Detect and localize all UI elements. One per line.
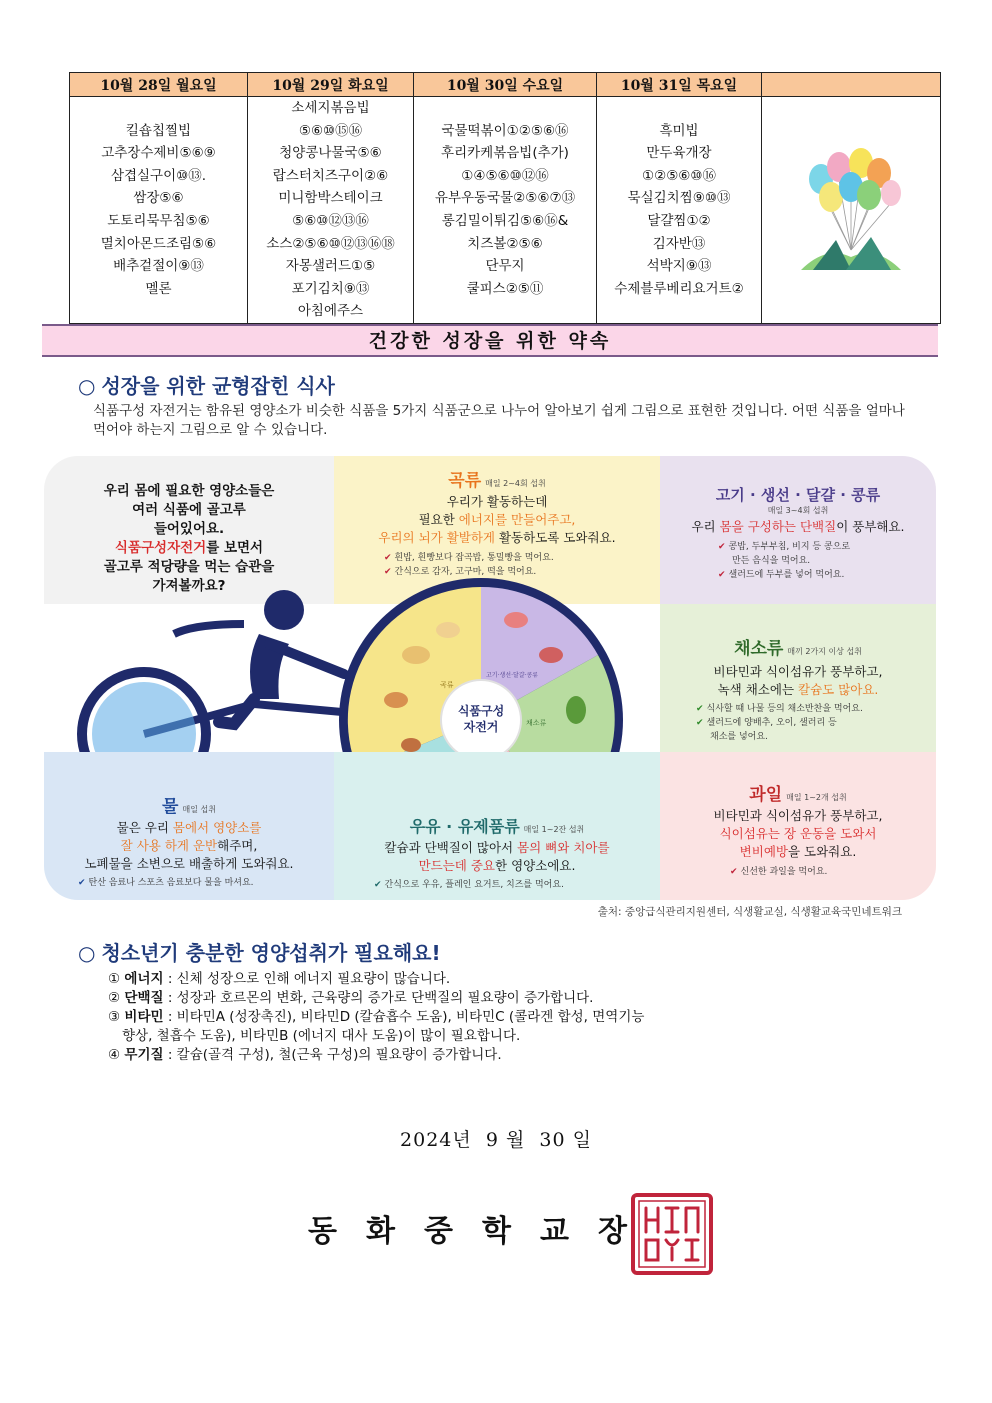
intro-panel	[44, 456, 334, 604]
menu-item: 자몽샐러드①⑤	[285, 258, 376, 275]
school-principal	[308, 1206, 656, 1250]
school-char: 동	[308, 1214, 337, 1249]
milk-highlight: 만드는데 중요	[418, 858, 496, 873]
nutrition-row	[108, 1046, 644, 1065]
veg-highlight: 칼슘도 많아요.	[798, 682, 879, 697]
nutrition-row	[108, 1027, 644, 1046]
menu-item: 묵실김치찜⑨⑩⑬	[627, 190, 731, 207]
veg-tip: 샐러드에 양배추, 오이, 샐러리 등	[706, 718, 837, 728]
veg-title: 채소류	[734, 639, 784, 659]
menu-table	[69, 72, 941, 324]
menu-item: ⑤⑥⑩⑮⑯	[298, 122, 363, 139]
menu-item: 유부우동국물②⑤⑥⑦⑬	[434, 190, 576, 207]
menu-item: 랍스터치즈구이②⑥	[272, 167, 389, 184]
intro-line: 골고루 적당량을 먹는 습관을	[103, 559, 275, 575]
school-char: 화	[366, 1214, 395, 1249]
grain-tip: 흰밥, 흰빵보다 잡곡밥, 통밀빵을 먹어요.	[394, 553, 554, 563]
fruit-highlight: 변비예방	[739, 844, 788, 859]
check-icon: ✔	[78, 878, 86, 888]
fruit-sub: 매일 1~2개 섭취	[786, 793, 847, 802]
menu-item: 소스②⑤⑥⑩⑫⑬⑯⑱	[266, 235, 395, 252]
grain-title: 곡류	[448, 471, 482, 491]
intro-line: 들어있어요.	[153, 521, 225, 537]
check-icon: ✔	[718, 542, 726, 552]
check-icon: ✔	[696, 718, 704, 728]
grain-tip: 간식으로 감자, 고구마, 떡을 먹어요.	[394, 567, 537, 577]
wheel-label-grain: 곡류	[440, 681, 454, 689]
fruit-line: 비타민과 식이섬유가 풍부하고,	[713, 808, 883, 823]
menu-item: 쿨피스②⑤⑪	[466, 280, 544, 297]
veg-tip: 채소를 넣어요.	[710, 732, 768, 742]
water-highlight: 잘 사용 하게 운반	[120, 838, 218, 853]
fruit-highlight: 식이섬유는 장 운동을 도와서	[719, 826, 877, 841]
menu-item: 롱김밀이튀김⑤⑥⑯&	[441, 212, 569, 229]
day-menu-thu	[597, 97, 762, 324]
day-header-thu: 10월 31일 목요일	[597, 73, 762, 97]
section1-intro: 식품구성 자전거는 함유된 영양소가 비슷한 식품을 5가지 식품군으로 나누어 알아보기 쉽게 그림으로 표현한 것입니다. 어떤 식품을 얼마나 먹어야 하는지 그림으로 알 수 있습니다.	[93, 403, 905, 438]
menu-item: 김자반⑬	[652, 235, 706, 252]
menu-item: 멜론	[145, 280, 172, 297]
day-menu-tue	[248, 97, 414, 324]
school-char: 학	[482, 1214, 511, 1249]
meat-line: 우리	[691, 519, 720, 534]
water-line: 해주며,	[217, 838, 258, 853]
check-icon: ✔	[718, 570, 726, 580]
intro-line: 를 보면서	[206, 540, 264, 556]
menu-item: 만두육개장	[646, 145, 712, 162]
meat-highlight: 몸을 구성하는 단백질	[719, 519, 837, 534]
balloons-icon	[791, 145, 911, 275]
menu-item: 킬숍칩찔빕	[125, 122, 192, 139]
meat-tip: 콩밥, 두부부침, 비지 등 콩으로	[728, 542, 851, 552]
water-panel	[44, 752, 334, 900]
fruit-panel	[660, 752, 936, 900]
menu-item: 단무지	[485, 258, 525, 275]
official-seal-icon	[630, 1192, 714, 1276]
water-title: 물	[162, 797, 179, 817]
balloons-cell	[762, 97, 941, 324]
milk-line: 칼슘과 단백질이 많아서	[384, 840, 518, 855]
intro-line: 우리 몸에 필요한 영양소들은	[103, 483, 275, 499]
day-header-empty	[762, 73, 941, 97]
grain-highlight: 우리의 뇌가 활발하게	[378, 530, 495, 545]
menu-item: 석박지⑨⑬	[646, 258, 712, 275]
menu-item: 멸치아몬드조림⑤⑥	[100, 235, 217, 252]
menu-item: 치즈볼②⑤⑥	[467, 235, 543, 252]
menu-body-row	[70, 97, 941, 324]
menu-item: 후리카케볶음빕(추가)	[441, 145, 569, 162]
menu-item: 수제블루베리요거트②	[614, 280, 744, 297]
wheel-label-meat: 고기·생선·달걀·콩류	[486, 672, 539, 679]
source-note: 출처: 중앙급식관리지원센터, 식생활교실, 식생활교육국민네트워크	[597, 906, 902, 918]
check-icon: ✔	[374, 880, 382, 890]
water-tip: 탄산 음료나 스포츠 음료보다 물을 마셔요.	[88, 878, 254, 888]
nutrition-row	[108, 989, 644, 1008]
grain-line: 우리가 활동하는데	[446, 494, 548, 509]
nutrition-row	[108, 1008, 644, 1027]
row-label: 에너지	[124, 971, 164, 987]
milk-line: 한 영양소에요.	[495, 858, 576, 873]
water-highlight: 몸에서 영양소를	[172, 820, 262, 835]
menu-item: 도토리묵무침⑤⑥	[107, 212, 210, 229]
menu-item: 아침에주스	[297, 303, 364, 320]
row-label: 비타민	[124, 1009, 164, 1025]
milk-title: 우유 · 유제품류	[409, 817, 520, 836]
veg-sub: 매끼 2가지 이상 섭취	[787, 647, 862, 656]
menu-item: 고추장수제비⑤⑥⑨	[101, 145, 216, 162]
veg-line: 녹색 채소에는	[717, 682, 798, 697]
row-text: 향상, 철흡수 도움), 비타민B (에너지 대사 도움)이 많이 필요합니다.	[122, 1028, 521, 1044]
intro-highlight: 식품구성자전거	[114, 540, 207, 556]
meat-panel	[660, 456, 936, 604]
menu-item: 국물떡볶이①②⑤⑥⑯	[441, 122, 569, 139]
school-char: 중	[424, 1214, 453, 1249]
menu-item: 삼겹실구이⑩⑬.	[110, 167, 207, 184]
school-char: 교	[540, 1214, 569, 1249]
fruit-line: 을 도와줘요.	[787, 844, 857, 859]
nutrition-list	[108, 970, 644, 1065]
milk-sub: 매일 1~2잔 섭취	[523, 825, 585, 834]
section-banner: 건강한 성장을 위한 약속	[42, 324, 938, 357]
day-header-mon: 10월 28일 월요일	[70, 73, 248, 97]
milk-highlight: 몸의 뼈와 치아를	[517, 840, 610, 855]
circle-bullet-icon: ○	[78, 941, 96, 965]
grain-highlight: 에너지를 만들어주고,	[458, 512, 576, 527]
food-bicycle-infographic	[44, 456, 936, 900]
menu-item: ①④⑤⑥⑩⑫⑯	[461, 167, 549, 184]
menu-item: 쌈장⑤⑥	[133, 190, 184, 207]
row-number: ④	[108, 1047, 121, 1063]
milk-panel	[334, 752, 660, 900]
water-line: 노폐물을 소변으로 배출하게 도와줘요.	[84, 856, 294, 871]
menu-item: ⑤⑥⑩⑫⑬⑯	[292, 212, 369, 229]
meat-title: 고기 · 생선 · 달걀 · 콩류	[715, 486, 881, 504]
row-number: ③	[108, 1009, 121, 1025]
row-text: : 신체 성장으로 인해 에너지 필요량이 많습니다.	[163, 971, 451, 987]
section1-heading	[78, 370, 335, 399]
wheel-center-label: 자전거	[463, 720, 499, 734]
grain-line: 활동하도록 도와줘요.	[495, 530, 616, 545]
row-label: 무기질	[124, 1047, 164, 1063]
section1-heading-text: 성장을 위한 균형잡힌 식사	[101, 374, 335, 398]
row-number: ①	[108, 971, 121, 987]
milk-tip: 간식으로 우유, 플레인 요거트, 치즈를 먹어요.	[384, 880, 564, 890]
menu-item: 청양콩나물국⑤⑥	[279, 145, 382, 162]
meat-tip: 만든 음식을 먹어요.	[732, 556, 811, 566]
row-text: : 비타민A (성장촉진), 비타민D (칼슘흡수 도움), 비타민C (콜라겐 합성, 면역기능	[163, 1009, 645, 1025]
wheel-center-label: 식품구성	[457, 704, 505, 718]
check-icon: ✔	[730, 867, 738, 877]
row-label: 단백질	[124, 990, 164, 1006]
issue-date: 2024년 9 월 30 일	[400, 1129, 592, 1151]
menu-item: ①②⑤⑥⑩⑯	[641, 167, 716, 184]
fruit-tip: 신선한 과일을 먹어요.	[740, 867, 828, 877]
check-icon: ✔	[384, 553, 392, 563]
intro-line: 가져볼까요?	[152, 578, 226, 594]
veg-tip: 식사할 때 나물 등의 채소반찬을 먹어요.	[706, 704, 863, 714]
section2-heading-text: 청소년기 충분한 영양섭취가 필요해요!	[101, 941, 441, 965]
water-line: 물은 우리	[116, 820, 173, 835]
school-char: 장	[598, 1214, 627, 1249]
meat-tip: 샐러드에 두부를 넣어 먹어요.	[728, 570, 845, 580]
grain-line: 필요한	[418, 512, 459, 527]
vegetable-panel	[660, 604, 936, 752]
day-menu-mon	[70, 97, 248, 324]
intro-line: 여러 식품에 골고루	[132, 502, 246, 518]
wheel-label-veg: 채소류	[526, 719, 547, 727]
day-header-wed: 10월 30일 수요일	[414, 73, 597, 97]
day-menu-wed	[414, 97, 597, 324]
menu-item: 배추겉절이⑨⑬	[113, 258, 204, 275]
circle-bullet-icon: ○	[78, 374, 96, 398]
menu-item: 달걀찜①②	[647, 212, 711, 229]
grain-sub: 매일 2~4회 섭취	[485, 479, 546, 488]
water-sub: 매일 섭취	[182, 805, 216, 814]
menu-item: 흑미빕	[659, 122, 699, 139]
check-icon: ✔	[696, 704, 704, 714]
row-text: : 성장과 호르몬의 변화, 근육량의 증가로 단백질의 필요량이 증가합니다.	[163, 990, 594, 1006]
row-text: : 칼슘(골격 구성), 철(근육 구성)의 필요량이 증가합니다.	[163, 1047, 502, 1063]
check-icon: ✔	[384, 567, 392, 577]
menu-item: 소세지볶음빕	[291, 100, 370, 116]
day-header-tue: 10월 29일 화요일	[248, 73, 414, 97]
veg-line: 비타민과 식이섬유가 풍부하고,	[713, 664, 883, 679]
section2-heading	[78, 937, 441, 966]
fruit-title: 과일	[749, 785, 783, 805]
row-number: ②	[108, 990, 121, 1006]
meat-line: 이 풍부해요.	[836, 519, 905, 534]
menu-header-row	[70, 73, 941, 97]
menu-item: 포기김치⑨⑬	[291, 280, 370, 297]
nutrition-row	[108, 970, 644, 989]
menu-item: 미니함박스테이크	[278, 190, 383, 207]
meat-sub: 매일 3~4회 섭취	[767, 506, 829, 515]
